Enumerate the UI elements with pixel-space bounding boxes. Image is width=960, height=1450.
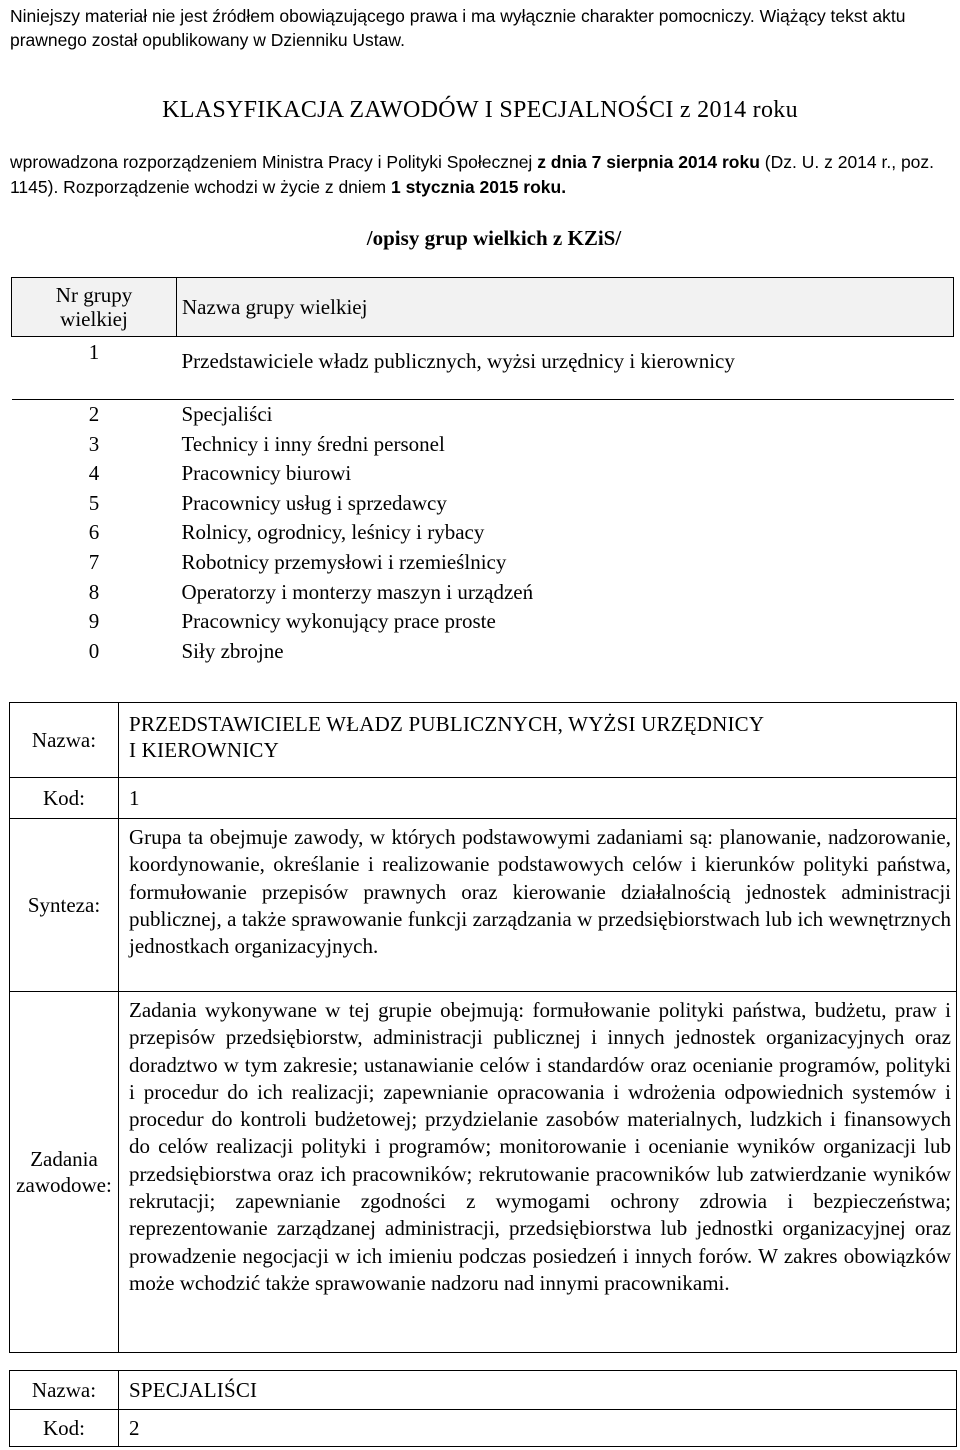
group-1-name: [119, 703, 957, 778]
group-name: Przedstawiciele władz publicznych, wyżsi urzędnicy i kierownicy: [177, 337, 954, 400]
tasks-label: [10, 992, 119, 1353]
header-number-line2: wielkiej: [60, 307, 128, 331]
group-1-name-line1: PRZEDSTAWICIELE WŁADZ PUBLICZNYCH, WYŻSI URZĘDNICY: [129, 712, 765, 736]
header-group-number: [12, 278, 177, 337]
tasks-label-line1: Zadania: [30, 1147, 98, 1171]
table-row: [12, 430, 954, 460]
synthesis-label: Synteza:: [10, 819, 119, 992]
name-label: Nazwa:: [10, 1371, 119, 1410]
detail-name-row: [10, 703, 957, 778]
group-code: 3: [88, 431, 100, 456]
group-name: Pracownicy usług i sprzedawcy: [181, 490, 447, 515]
table-row: [12, 637, 954, 667]
detail-code-row: [10, 1410, 957, 1447]
group-1-synthesis: Grupa ta obejmuje zawody, w których podstawowymi zadaniami są: planowanie, nadzorowanie, koordynowanie, określanie i realizowanie podstawowych celów i kierunków polityki państwa, formułowanie przepisów prawnych oraz kierowanie działalnością jednostek administracji publicznej, a także sprawowanie funkcji zarządzania w przedsiębiorstwach lub ich wewnętrznych jednostkach organizacyjnych.: [119, 819, 957, 992]
code-label: Kod:: [10, 778, 119, 819]
code-label: Kod:: [10, 1410, 119, 1447]
table-row: [12, 337, 954, 400]
header-group-name: Nazwa grupy wielkiej: [177, 278, 954, 337]
table-row: [12, 459, 954, 489]
group-name: Technicy i inny średni personel: [181, 431, 445, 456]
table-row: [12, 548, 954, 578]
intro-paragraph: [10, 150, 950, 200]
detail-tasks-row: [10, 992, 957, 1353]
intro-effective-date: 1 stycznia 2015 roku.: [390, 177, 567, 197]
group-2-detail: [9, 1370, 957, 1447]
group-name: Robotnicy przemysłowi i rzemieślnicy: [181, 549, 507, 574]
table-header-row: [12, 278, 954, 337]
group-code: 2: [88, 402, 100, 426]
group-name: Operatorzy i monterzy maszyn i urządzeń: [181, 579, 534, 604]
group-code: 1: [12, 337, 177, 400]
group-name: Pracownicy biurowi: [181, 461, 352, 486]
tasks-label-line2: zawodowe:: [16, 1173, 112, 1197]
group-name: Pracownicy wykonujący prace proste: [181, 609, 496, 634]
detail-name-row: [10, 1371, 957, 1410]
group-code: 0: [88, 638, 100, 663]
header-number-line1: Nr grupy: [55, 283, 133, 307]
table-row: [12, 400, 954, 430]
group-2-code: 2: [119, 1410, 957, 1447]
document-title: KLASYFIKACJA ZAWODÓW I SPECJALNOŚCI z 2014 roku: [162, 97, 798, 123]
intro-text-1: wprowadzona rozporządzeniem Ministra Pracy i Polityki Społecznej: [10, 152, 533, 172]
intro-text-2: (Dz. U. z 2014 r., poz. 1145). Rozporządzenie wchodzi w życie z dniem: [10, 152, 935, 197]
detail-code-row: [10, 778, 957, 819]
group-name: Rolnicy, ogrodnicy, leśnicy i rybacy: [181, 520, 485, 545]
disclaimer: Niniejszy materiał nie jest źródłem obowiązującego prawa i ma wyłącznie charakter pomocniczy. Wiążący tekst aktu prawnego został opublikowany w Dzienniku Ustaw.: [10, 6, 906, 50]
table-row: [12, 518, 954, 548]
major-groups-table: [11, 277, 954, 666]
group-1-tasks: Zadania wykonywane w tej grupie obejmują: formułowanie polityki państwa, budżetu, praw i przepisów przedsiębiorstw, administracji publicznej i innych jednostek organizacyjnych oraz doradztwo w tym zakresie; ustanawianie celów i standardów oraz ocenianie programów, polityki i procedur do ich realizacji; zapewnianie opracowania i wdrożenia odpowiednich systemów i procedur do kontroli budżetowej; przydzielanie zasobów materialnych, ludzkich i finansowych do celów realizacji polityki i programów; monitorowanie i ocenianie wyników organizacji lub przedsiębiorstwa oraz ich pracowników; rekrutowanie pracowników lub zatwierdzanie wyników rekrutacji; zapewnianie zgodności z wymogami ochrony zdrowia i bezpieczeństwa; reprezentowanie zarządzanej administracji, przedsiębiorstwa lub jednostki organizacyjnej oraz prowadzenie negocjacji w ich imieniu podczas posiedzeń i innych forów. W zakres obowiązków może wchodzić także sprawowanie nadzoru nad innymi pracownikami.: [119, 992, 957, 1353]
group-2-name: SPECJALIŚCI: [119, 1371, 957, 1410]
group-code: 8: [88, 579, 100, 604]
detail-synthesis-row: [10, 819, 957, 992]
table-row: [12, 607, 954, 637]
table-row: [12, 489, 954, 519]
group-code: 4: [88, 461, 100, 486]
name-label: Nazwa:: [10, 703, 119, 778]
group-code: 7: [88, 549, 100, 574]
group-code: 9: [88, 609, 100, 634]
group-name: Specjaliści: [181, 402, 273, 426]
group-code: 6: [88, 520, 100, 545]
table-row: [12, 578, 954, 608]
section-subtitle: /opisy grup wielkich z KZiS/: [366, 226, 622, 250]
group-1-code: 1: [119, 778, 957, 819]
group-1-detail: [9, 702, 957, 1353]
group-code: 5: [88, 490, 100, 515]
group-1-name-line2: I KIEROWNICY: [129, 738, 279, 762]
group-name: Siły zbrojne: [181, 638, 284, 663]
intro-date: z dnia 7 sierpnia 2014 roku: [537, 152, 760, 172]
